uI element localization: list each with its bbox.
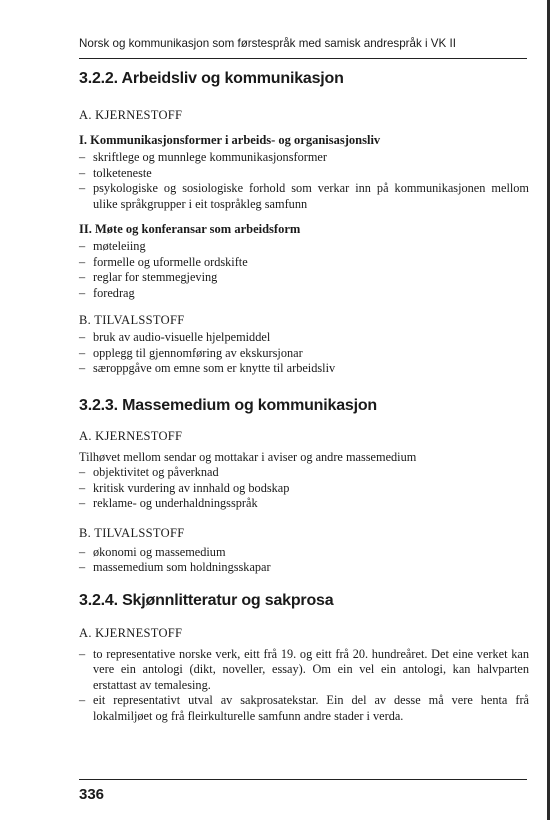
list-item: – kritisk vurdering av innhald og bodskap [79, 481, 529, 497]
section-skjonnlitteratur [79, 592, 529, 725]
kjernestoff-label: A. KJERNESTOFF [79, 108, 183, 122]
list-item: – massemedium som holdningsskapar [79, 560, 529, 576]
tilvalsstoff-label: B. TILVALSSTOFF [79, 313, 185, 327]
section-heading: 3.2.3. Massemedium og kommunikasjon [79, 396, 377, 414]
bullet-list [79, 239, 529, 301]
bullet-list [79, 647, 529, 725]
list-item: – opplegg til gjennomføring av ekskursjonar [79, 346, 529, 362]
section-heading: 3.2.4. Skjønnlitteratur og sakprosa [79, 591, 334, 609]
footer-divider [79, 779, 527, 780]
section-massemedium [79, 397, 529, 576]
kjernestoff-label: A. KJERNESTOFF [79, 625, 183, 640]
list-item: – to representative norske verk, eitt frå 19. og eitt frå 20. hundreåret. Det eine verket kan vere ein antologi (dikt, noveller, essay). Om ein vel ein antologi, kan halvparten erstattast av temalesing. [79, 647, 529, 694]
section-arbeidsliv [79, 70, 529, 377]
list-item: – psykologiske og sosiologiske forhold som verkar inn på kommunikasjonen mellom ulike språkgrupper i eit tospråkleg samfunn [79, 181, 529, 212]
list-item: – tolketeneste [79, 166, 529, 182]
bullet-list [79, 465, 529, 512]
subsection-title: II. Møte og konferansar som arbeidsform [79, 222, 301, 236]
list-item: – foredrag [79, 286, 529, 302]
bullet-list [79, 545, 529, 576]
list-item: – reklame- og underhaldningsspråk [79, 496, 529, 512]
list-item: – møteleiing [79, 239, 529, 255]
list-item: – formelle og uformelle ordskifte [79, 255, 529, 271]
intro-text: Tilhøvet mellom sendar og mottakar i aviser og andre massemedium [79, 449, 417, 464]
list-item: – eit representativt utval av sakprosatekstar. Ein del av desse må vere henta frå lokalmiljøet og frå fleirkulturelle samfunn andre stader i verda. [79, 693, 529, 724]
list-item: – objektivitet og påverknad [79, 465, 529, 481]
list-item: – særoppgåve om emne som er knytte til arbeidsliv [79, 361, 529, 377]
list-item: – skriftlege og munnlege kommunikasjonsformer [79, 150, 529, 166]
bullet-list [79, 150, 529, 212]
header-divider [79, 58, 527, 59]
page-number: 336 [79, 786, 105, 803]
list-item: – bruk av audio-visuelle hjelpemiddel [79, 330, 529, 346]
running-header: Norsk og kommunikasjon som førstespråk med samisk andrespråk i VK II [79, 37, 456, 50]
tilvalsstoff-label: B. TILVALSSTOFF [79, 525, 185, 540]
list-item: – reglar for stemmegjeving [79, 270, 529, 286]
list-item: – økonomi og massemedium [79, 545, 529, 561]
page-content [79, 66, 529, 724]
kjernestoff-label: A. KJERNESTOFF [79, 428, 183, 443]
section-heading: 3.2.2. Arbeidsliv og kommunikasjon [79, 70, 344, 87]
bullet-list [79, 330, 529, 377]
subsection-title: I. Kommunikasjonsformer i arbeids- og organisasjonsliv [79, 133, 381, 147]
